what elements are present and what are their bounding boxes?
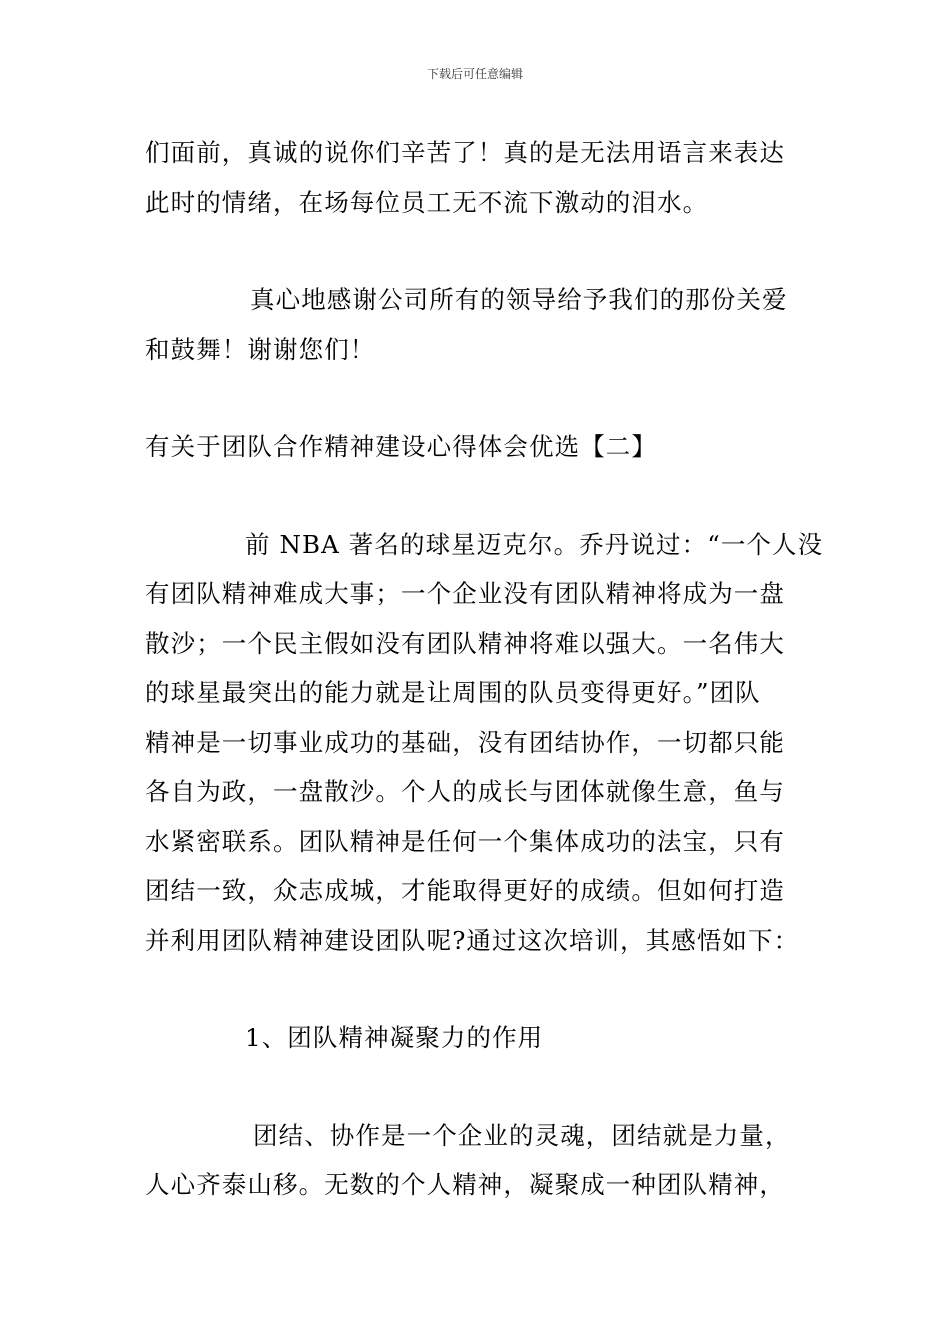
text-line: 此时的情绪，在场每位员工无不流下激动的泪水。 bbox=[145, 187, 709, 217]
paragraph-thanks bbox=[145, 275, 810, 374]
paragraph-team-spirit bbox=[145, 520, 824, 966]
text-line: 们面前，真诚的说你们辛苦了！真的是无法用语言来表达 bbox=[145, 138, 785, 167]
text-line: 的球星最突出的能力就是让周围的队员变得更好。”团队 bbox=[145, 678, 761, 707]
text-line: 散沙；一个民主假如没有团队精神将难以强大。一名伟大 bbox=[145, 628, 785, 658]
text-line: 各自为政，一盘散沙。个人的成长与团体就像生意，鱼与 bbox=[145, 777, 785, 806]
text-line: 真心地感谢公司所有的领导给予我们的那份关爱 bbox=[250, 285, 788, 314]
paragraph-cohesion bbox=[145, 1111, 810, 1210]
subheading: 1、团队精神凝聚力的作用 bbox=[245, 1023, 544, 1052]
text-line: 团结一致，众志成城，才能取得更好的成绩。但如何打造 bbox=[145, 876, 785, 905]
text-line: 和鼓舞！谢谢您们！ bbox=[145, 334, 376, 364]
text-line: 精神是一切事业成功的基础，没有团结协作，一切都只能 bbox=[145, 727, 785, 757]
section-title: 有关于团队合作精神建设心得体会优选【二】 bbox=[145, 432, 657, 461]
text-line: 有团队精神难成大事；一个企业没有团队精神将成为一盘 bbox=[145, 579, 785, 608]
document-body bbox=[145, 128, 824, 1210]
text-line: 水紧密联系。团队精神是任何一个集体成功的法宝，只有 bbox=[145, 826, 785, 856]
text-line: 并利用团队精神建设团队呢?通过这次培训，其感悟如下： bbox=[145, 925, 800, 955]
paragraph-gratitude-continued bbox=[145, 128, 810, 227]
text-line: 团结、协作是一个企业的灵魂，团结就是力量， bbox=[253, 1120, 791, 1150]
text-line: 前 NBA 著名的球星迈克尔。乔丹说过：“一个人没 bbox=[245, 529, 824, 559]
text-line: 人心齐泰山移。无数的个人精神，凝聚成一种团队精神， bbox=[145, 1170, 785, 1199]
page-header-note: 下载后可任意编辑 bbox=[426, 67, 523, 81]
